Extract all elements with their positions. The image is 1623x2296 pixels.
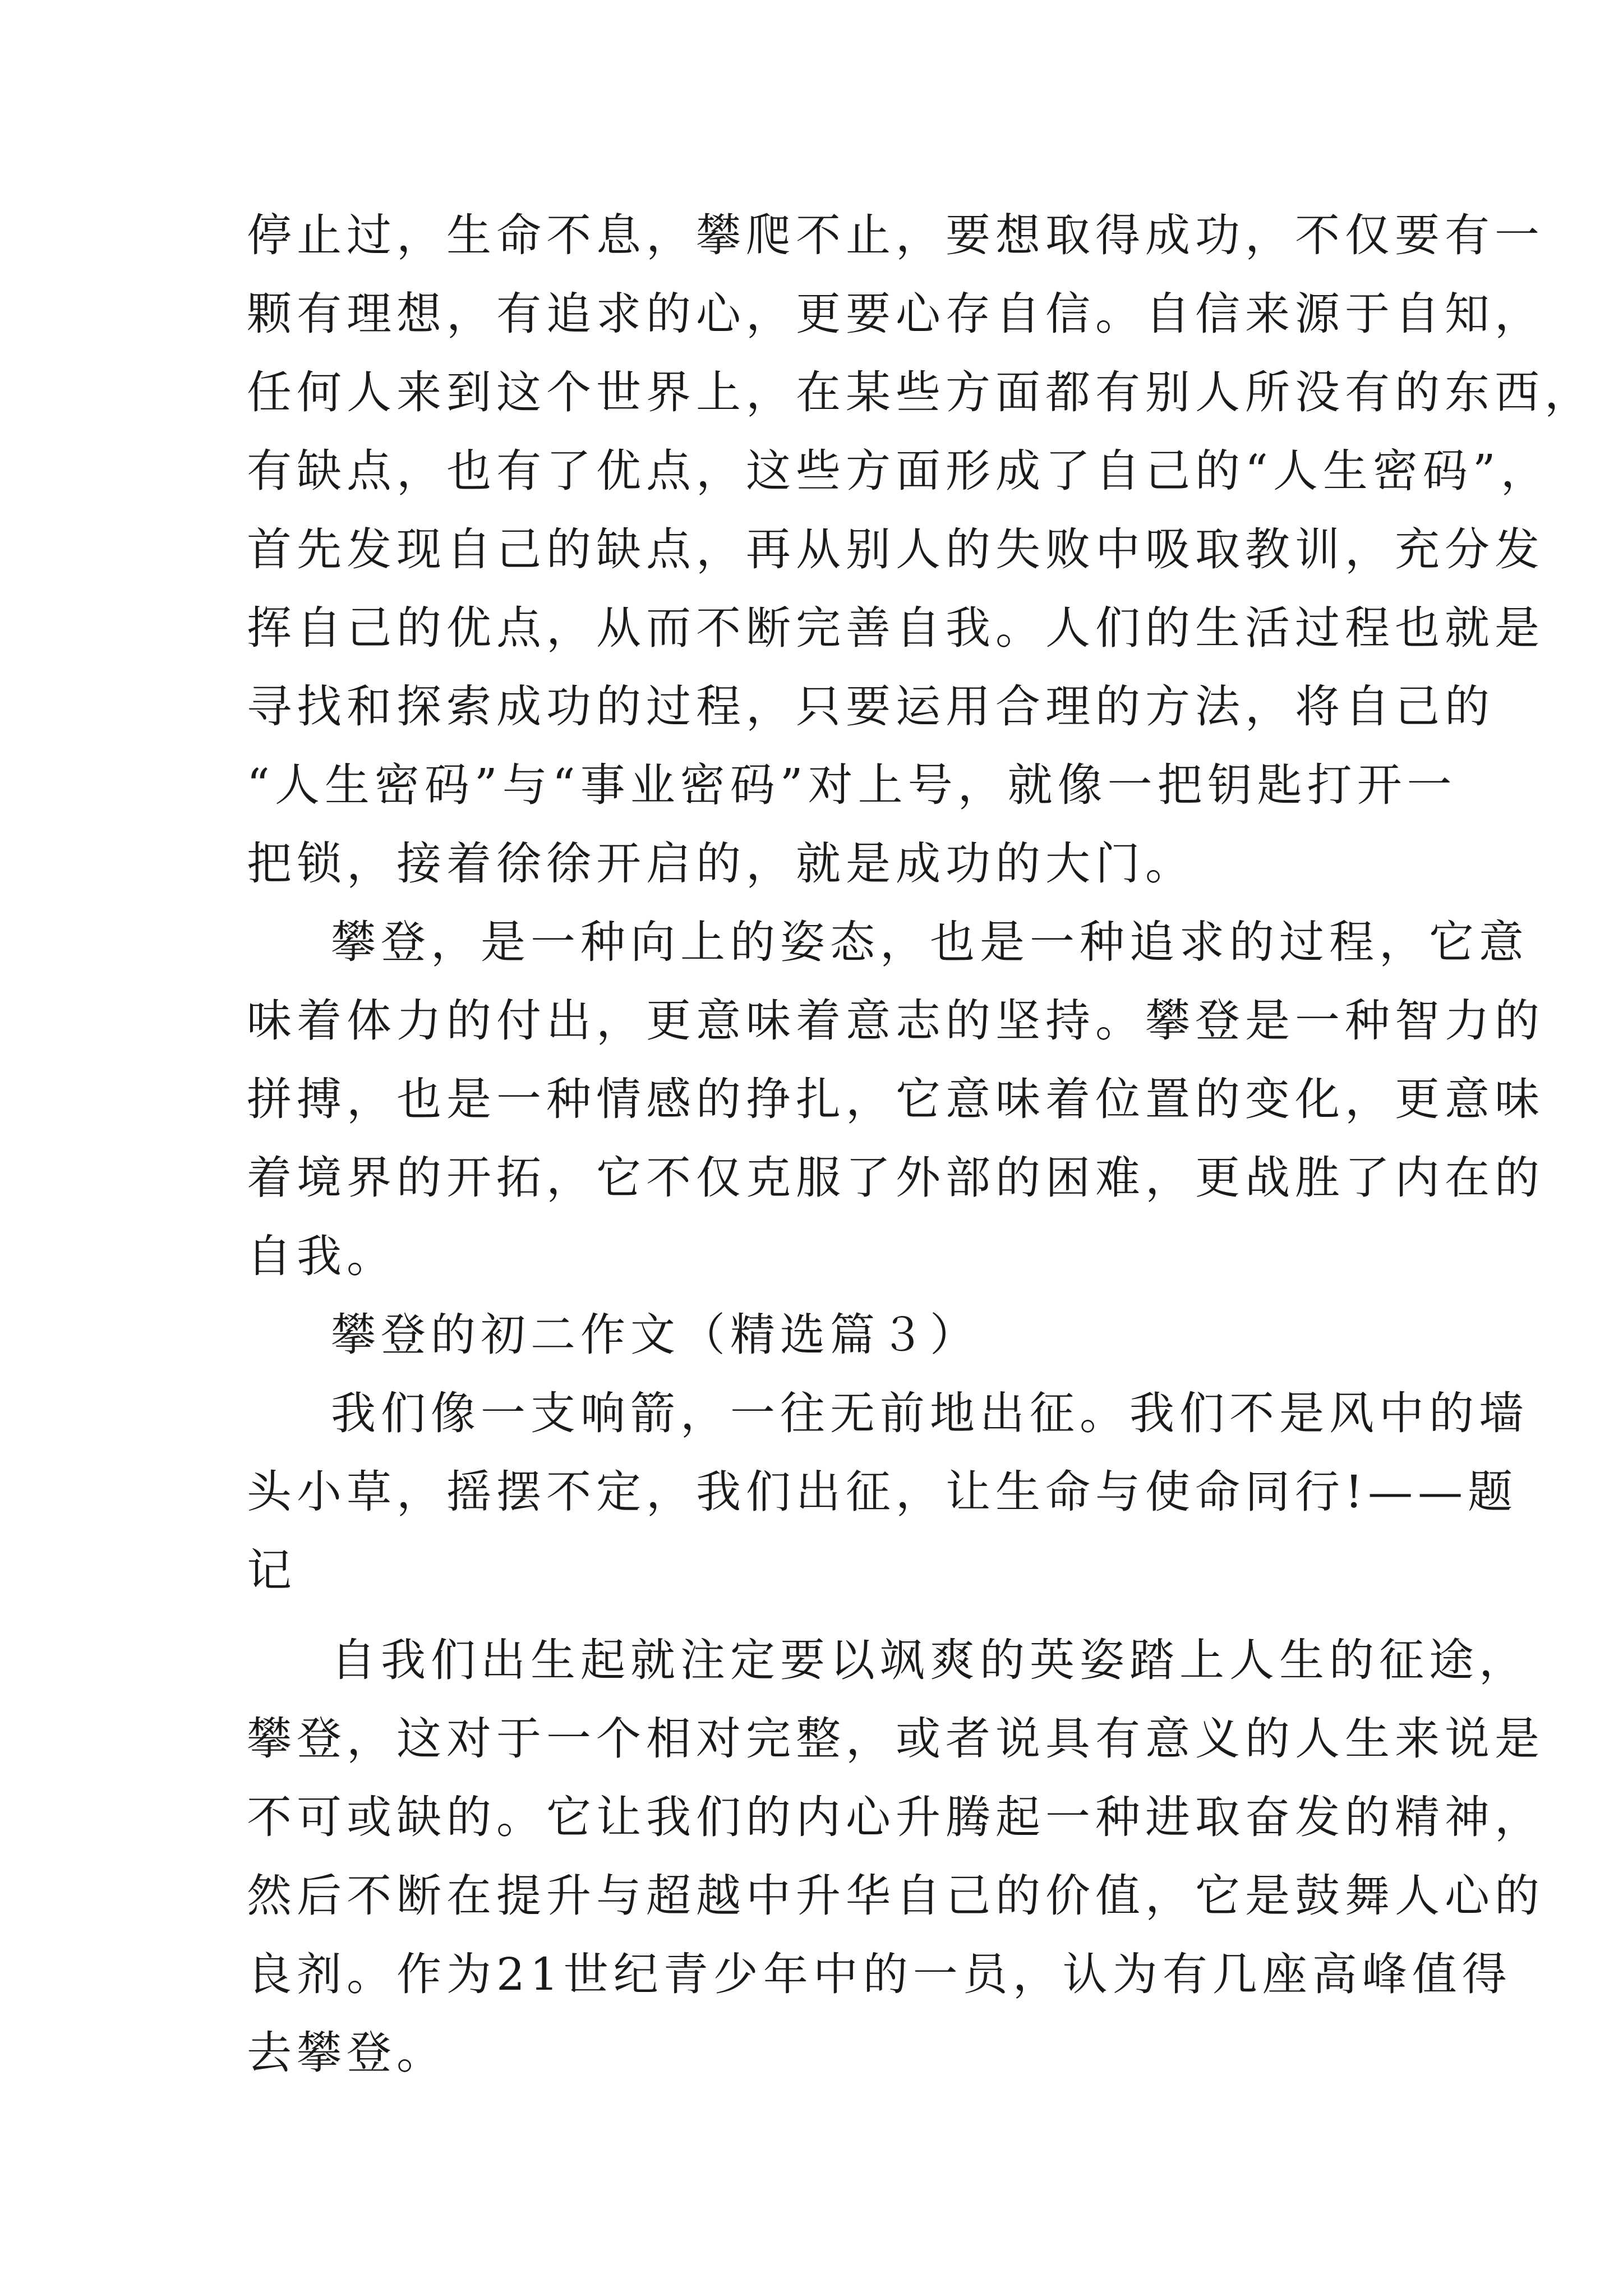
paragraph-first-line: 攀登，是一种向上的姿态，也是一种追求的过程，它意: [331, 916, 1529, 968]
text-line: 攀登，这对于一个相对完整，或者说具有意义的人生来说是: [247, 1713, 1544, 1765]
text-line: 良剂。作为21世纪青少年中的一员，认为有几座高峰值得: [247, 1948, 1512, 2000]
text-line: 寻找和探索成功的过程，只要运用合理的方法，将自己的: [247, 680, 1495, 733]
text-line: 去攀登。: [247, 2027, 446, 2079]
text-line: “人生密码”与“事业密码”对上号，就像一把钥匙打开一: [247, 759, 1457, 811]
text-line: 首先发现自己的缺点，再从别人的失败中吸取教训，充分发: [247, 523, 1544, 576]
text-line: 停止过，生命不息，攀爬不止，要想取得成功，不仅要有一: [247, 209, 1544, 261]
text-line: 挥自己的优点，从而不断完善自我。人们的生活过程也就是: [247, 602, 1544, 654]
text-line: 自我。: [247, 1230, 396, 1282]
text-line: 然后不断在提升与超越中升华自己的价值，它是鼓舞人心的: [247, 1870, 1544, 1922]
text-line: 味着体力的付出，更意味着意志的坚持。攀登是一种智力的: [247, 995, 1544, 1047]
paragraph-first-line: 我们像一支响箭，一往无前地出征。我们不是风中的墙: [331, 1387, 1529, 1439]
text-line: 头小草，摇摆不定，我们出征，让生命与使命同行!——题: [247, 1466, 1518, 1518]
section-heading: 攀登的初二作文（精选篇３）: [331, 1309, 980, 1361]
text-line: 记: [247, 1544, 297, 1596]
text-line: 不可或缺的。它让我们的内心升腾起一种进取奋发的精神，: [247, 1791, 1544, 1843]
paragraph-first-line: 自我们出生起就注定要以飒爽的英姿踏上人生的征途，: [331, 1634, 1529, 1686]
text-line: 把锁，接着徐徐开启的，就是成功的大门。: [247, 838, 1195, 890]
text-line: 着境界的开拓，它不仅克服了外部的困难，更战胜了内在的: [247, 1152, 1544, 1204]
text-line: 有缺点，也有了优点，这些方面形成了自己的“人生密码”，: [247, 445, 1551, 497]
text-line: 颗有理想，有追求的心，更要心存自信。自信来源于自知，: [247, 288, 1544, 340]
text-line: 任何人来到这个世界上，在某些方面都有别人所没有的东西，: [247, 366, 1594, 418]
text-line: 拼搏，也是一种情感的挣扎，它意味着位置的变化，更意味: [247, 1073, 1544, 1125]
